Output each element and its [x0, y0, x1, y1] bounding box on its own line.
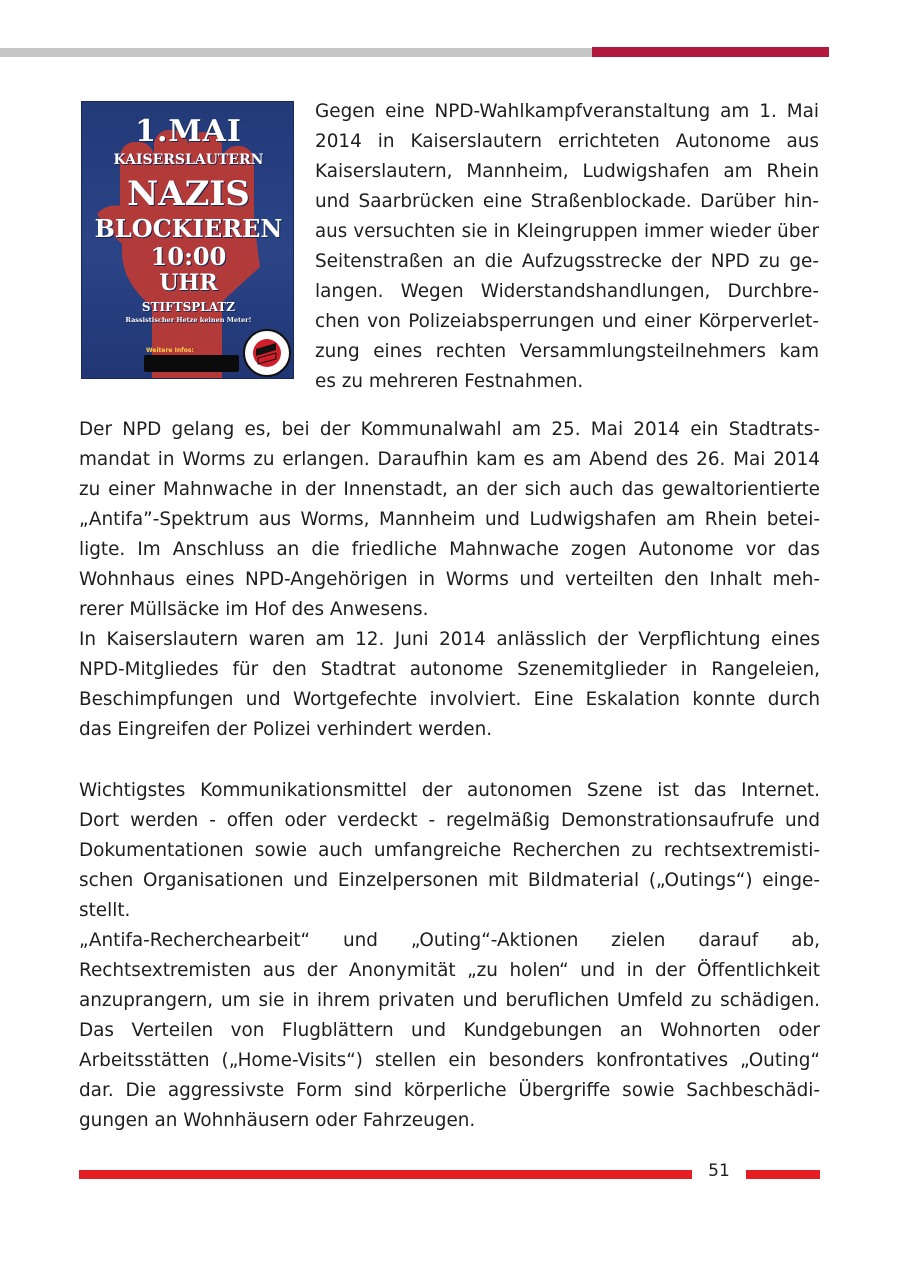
text-line: mandat in Worms zu erlangen. Daraufhin kam es am Abend des 26. Mai 2014 [79, 449, 820, 470]
poster-info-label: Weitere Infos: [146, 347, 194, 354]
text-line: „Antifa”-Spektrum aus Worms, Mannheim und Ludwigshafen am Rhein betei- [79, 509, 820, 530]
text-line: Dort werden - offen oder verdeckt - regelmäßig Demonstrationsaufrufe und [79, 810, 820, 831]
text-line: das Eingreifen der Polizei verhindert werden. [79, 719, 493, 740]
poster-slogan: Rassistischer Hetze keinen Meter! [125, 316, 252, 324]
text-line: stellt. [79, 900, 131, 921]
page-number: 51 [708, 1161, 730, 1181]
text-line: Wichtigstes Kommunikationsmittel der autonomen Szene ist das Internet. [79, 780, 820, 801]
text-line: anzuprangern, um sie in ihrem privaten und beruflichen Umfeld zu schädigen. [79, 990, 820, 1011]
text-line: gungen an Wohnhäusern oder Fahrzeugen. [79, 1110, 476, 1131]
header-rule-grey [0, 48, 592, 57]
text-line: Beschimpfungen und Wortgefechte involviert. Eine Eskalation konnte durch [79, 689, 820, 710]
poster-time-unit: UHR [159, 270, 218, 296]
text-line: In Kaiserslautern waren am 12. Juni 2014 anlässlich der Verpflichtung eines [79, 629, 820, 650]
text-line: „Antifa-Recherchearbeit“ und „Outing“-Aktionen zielen darauf ab, [79, 930, 820, 951]
redaction-bar [144, 355, 239, 372]
text-line: chen von Polizeiabsperrungen und einer Körperverlet- [315, 311, 819, 332]
text-line: NPD-Mitgliedes für den Stadtrat autonome Szenemitglieder in Rangeleien, [79, 659, 820, 680]
text-line: Wohnhaus eines NPD-Angehörigen in Worms und verteilten den Inhalt meh- [79, 569, 820, 590]
text-line: Seitenstraßen an die Aufzugsstrecke der NPD zu ge- [315, 251, 819, 272]
footer-rule-right [746, 1170, 820, 1179]
text-line: ligte. Im Anschluss an die friedliche Mahnwache zogen Autonome vor das [79, 539, 820, 560]
footer-rule-left [79, 1170, 692, 1179]
text-line: dar. Die aggressivste Form sind körperliche Übergriffe sowie Sachbeschädi- [79, 1080, 820, 1101]
poster-headline-2: BLOCKIEREN [94, 214, 283, 243]
poster-image [81, 101, 294, 379]
text-line: Kaiserslautern, Mannheim, Ludwigshafen am Rhein [315, 161, 819, 182]
body-paragraph-1 [79, 415, 820, 745]
text-line: schen Organisationen und Einzelpersonen mit Bildmaterial („Outings“) einge- [79, 870, 820, 891]
text-line: Dokumentationen sowie auch umfangreiche Recherchen zu rechtsextremisti- [79, 840, 820, 861]
text-line: es zu mehreren Festnahmen. [315, 371, 584, 392]
text-line: zung eines rechten Versammlungsteilnehmers kam [315, 341, 819, 362]
text-line: rerer Müllsäcke im Hof des Anwesens. [79, 599, 429, 620]
intro-paragraph [315, 97, 819, 397]
text-line: langen. Wegen Widerstandshandlungen, Durchbre- [315, 281, 819, 302]
poster-date: 1.MAI [135, 114, 242, 149]
poster-city: KAISERSLAUTERN [113, 152, 264, 168]
text-line: Das Verteilen von Flugblättern und Kundgebungen an Wohnorten oder [79, 1020, 820, 1041]
antifa-logo-icon [242, 328, 292, 378]
text-line: Der NPD gelang es, bei der Kommunalwahl am 25. Mai 2014 ein Stadtrats- [79, 419, 820, 440]
poster-headline-1: NAZIS [127, 174, 250, 214]
text-line: 2014 in Kaiserslautern errichteten Autonome aus [315, 131, 819, 152]
text-line: und Saarbrücken eine Straßenblockade. Darüber hin- [315, 191, 819, 212]
text-line: Rechtsextremisten aus der Anonymität „zu holen“ und in der Öffentlichkeit [79, 960, 820, 981]
body-paragraph-2 [79, 776, 820, 1136]
poster-place: STIFTSPLATZ [141, 300, 236, 314]
text-line: Gegen eine NPD-Wahlkampfveranstaltung am 1. Mai [315, 101, 819, 122]
text-line: Arbeitsstätten („Home-Visits“) stellen ein besonders konfrontatives „Outing“ [79, 1050, 820, 1071]
header-rule-red [592, 47, 829, 57]
text-line: aus versuchten sie in Kleingruppen immer wieder über [315, 221, 819, 242]
text-line: zu einer Mahnwache in der Innenstadt, an der sich auch das gewaltorientierte [79, 479, 820, 500]
poster-time: 10:00 [150, 242, 227, 271]
